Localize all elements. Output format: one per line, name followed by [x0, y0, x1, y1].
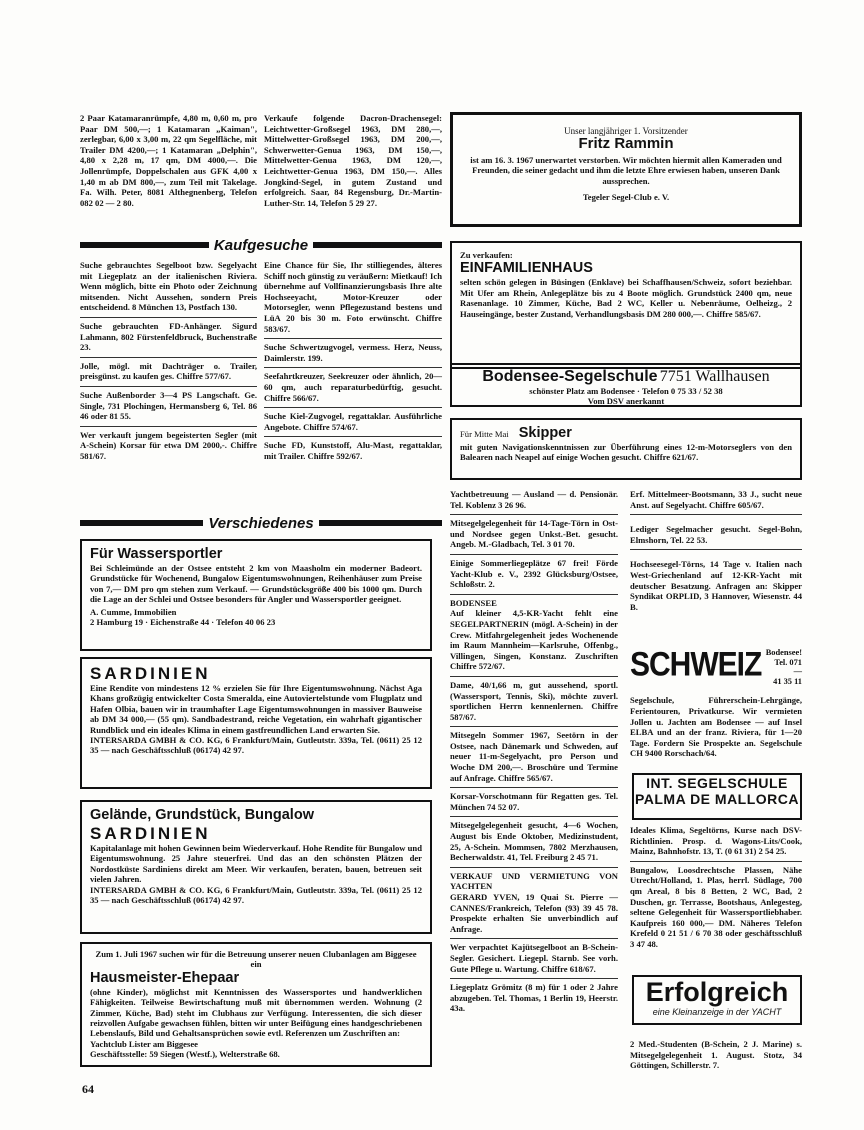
ad-text: Bei Schleimünde an der Ostsee entsteht 2 km von Maasholm ein moderner Badeort. Grundstücke für Wochenend, Bungalow Eigentumswohnungen, Reihenhäuser zum Preise von 7,— DM pro qm stehen zum Verkauf. — Grundstücksgröße 400 bis 1000 qm. Durch die Lage an der Schlei und Ostsee besonders für Angler und Wassersportler geeignet. — [90, 563, 422, 605]
classified-ad: Einige Sommerliegeplätze 67 frei! Förde Yacht-Klub e. V., 2392 Glücksburg/Ostsee, Schloßstr. 2. — [450, 555, 618, 595]
ad-headline: Skipper — [518, 425, 572, 441]
ad-text: Segelschule, Führerschein-Lehrgänge, Ferientouren, Privatkurse. Wir vermieten Jollen u. Jachten am Bodensee — auf Insel ELBA und an der franz. Riviera, für 1—20 Tage. Fordern Sie Prospekte an. Segelschule CH 9400 Rorschach/64. — [630, 695, 802, 759]
ad-headline: SARDINIEN — [90, 664, 211, 683]
classified-ad: Jolle, mögl. mit Dachträger o. Trailer, preisgünst. zu kaufen ges. Chiffre 577/67. — [80, 358, 257, 387]
ad-box-einfamilienhaus — [450, 241, 802, 369]
ad-box-skipper — [450, 418, 802, 480]
column-3 — [450, 486, 618, 1018]
classified-ad: Wer verpachtet Kajütsegelboot an B-Schein-Segler. Gesichert. Liegepl. Starnb. See vorh. Gute Pflege u. Wartung. Chiffre 618/67. — [450, 939, 618, 979]
obituary-name: Fritz Rammin — [578, 135, 674, 153]
ad-intro: Zu verkaufen: — [460, 250, 513, 260]
column-2-kaufgesuche — [264, 257, 442, 466]
ad-box-sardinien — [80, 657, 432, 789]
column-4-bottom — [630, 1036, 802, 1075]
ad-headline-2: PALMA DE MALLORCA — [634, 791, 800, 807]
classified-ad: Mitsegeln Sommer 1967, Seetörn in der Ostsee, nach Dänemark und Schweden, auf neuer 11-m-Segelyacht, pro Person und Woche DM 200,—. Broschüre und Termine auf Anfrage. Chiffre 565/67. — [450, 727, 618, 788]
ad-text: mit guten Navigationskenntnissen zur Überführung eines 12-m-Motorseglers von den Balearen nach Neapel auf einige Wochen gesucht. Chiffre 621/67. — [460, 442, 792, 463]
ad-box-erfolgreich — [632, 975, 802, 1025]
obituary-intro: Unser langjähriger 1. Vorsitzender — [564, 126, 688, 136]
ad-text: Eine Rendite von mindestens 12 % erzielen Sie für Ihre Eigentumswohnung. Nächst Aga Khans großzügig entwickelter Costa Smeralda, eine Autoviertelstunde vom Flugplatz und Hafen Olbia, bauen wir in traumhafter Lage Eigentumswohnungen in massiver Bauweise ab DM 34 000,— (55 qm). Sandbadestrand, reiche Vegetation, ein wahrhaft gigantischer Rundblick und ein ideales Klima in einem gastfreundlichen Land erwarten Sie. — [90, 683, 422, 735]
rubric-bar-right — [319, 520, 442, 526]
rubric-verschiedenes — [80, 514, 442, 532]
ad-box-wassersportler — [80, 539, 432, 651]
rubric-bar-left — [80, 242, 209, 248]
classified-ad: Eine Chance für Sie, Ihr stilliegendes, älteres Schiff noch günstig zu veräußern: Mietkauf! Ich übernehme auf Vollfinanzierungsbasis Ihre alte Hochseeyacht, Motor-Kreuzer oder Motorsegler, wenn Pflegezustand bestens und LüA 20 bis 30 m. Foto erwünscht. Chiffre 583/67. — [264, 257, 442, 339]
ad-text: Ideales Klima, Segeltörns, Kurse nach DSV-Richtlinien. Prosp. d. Wagons-Lits/Cook, Mainz, Bahnhofstr. 13, T. (0 61 31) 2 54 25. — [630, 822, 802, 862]
column-2-top — [264, 110, 442, 212]
classified-ad: Hochseesegel-Törns, 14 Tage v. Italien nach West-Griechenland auf 12-KR-Yacht mit deutscher Besatzung. Anfragen an: Skipper Syndikat ORPLID, 3 Hannover, Wiesenstr. 44 B. — [630, 559, 802, 612]
school-info: schönster Platz am Bodensee · Telefon 0 75 33 / 52 38 — [529, 386, 723, 396]
rubric-bar-left — [80, 520, 203, 526]
ad-contact: INTERSARDA GMBH & CO. KG, 6 Frankfurt/Main, Gutleutstr. 339a, Tel. (0611) 25 12 35 — nach Geschäftsschluß (06174) 42 97. — [90, 735, 422, 756]
ad-headline: Hausmeister-Ehepaar — [90, 969, 240, 986]
ad-text: (ohne Kinder), möglichst mit Kenntnissen des Wassersportes und handwerklichen Fähigkeiten. Teilweise Bewirtschaftung muß mit übernommen werden. Wohnung (2 Zimmer, Küche, Bad) steht im Clubhaus zur Verfügung. Interessenten, die sich dieser reizvollen Aufgabe gewachsen fühlen, bitten wir unter Beifügung eines handgeschriebenen Lebenslaufs, Bild und Gehaltsansprüchen sowie evtl. Referenzen um Zuschriften an: — [90, 986, 422, 1039]
classified-ad: VERKAUF UND VERMIETUNG VON YACHTEN GERARD YVEN, 19 Quai St. Pierre — CANNES/Frankreich, Telefon (93) 39 45 78. Prospekte erhalten Sie unverbindlich auf Anfrage. — [450, 868, 618, 940]
ad-contact: INTERSARDA GMBH & CO. KG, 6 Frankfurt/Main, Gutleutstr. 339a, Tel. (0611) 25 12 35 — nach Geschäftsschluß (06174) 42 97. — [90, 884, 422, 906]
ad-text: selten schön gelegen in Büsingen (Enklave) bei Schaffhausen/Schweiz, sofort beziehbar. Mit Ufer am Rhein, Anlegeplätze bis zu 4 Boote möglich. Grundstück 2400 qm, neue Rasenanlage. 10 Zimmer, Küche, Bad 2 WC, Keller u. Nebenräume, Oelheizg., 2 Hauseingänge, bester Zustand, Verhandlungsbasis DM 280 000,—. Chiffre 585/67. — [460, 277, 792, 319]
ad-text: Kapitalanlage mit hohen Gewinnen beim Wiederverkauf. Hohe Rendite für Bungalow und Eigentumswohnung. 25 Jahre steuerfrei. Und das an den schönsten Plätzen der Nordostküste Sardiniens direkt am Meer. Wir verkaufen, beraten, bauen, betreuen seit vielen Jahren. — [90, 843, 422, 885]
classified-ad: Dame, 40/1,66 m, gut aussehend, sportl. (Wassersport, Tennis, Ski), möchte zuverl. sportlichen Herrn kennenlernen. Chiffre 587/67. — [450, 677, 618, 727]
classified-ad: Suche Kiel-Zugvogel, regattaklar. Ausführliche Angebote. Chiffre 574/67. — [264, 408, 442, 437]
classified-ad: Mitsegelgelegenheit gesucht, 4—6 Wochen, August bis Ende Oktober, Medizinstudent, 25, A-Schein. Mommsen, 7802 Merzhausen, Becherwaldstr. 41, Tel. Freiburg 2 45 71. — [450, 817, 618, 867]
ad-box-hausmeister — [80, 942, 432, 1067]
ad-palma-body — [630, 822, 802, 954]
ad-subline: eine Kleinanzeige in der YACHT — [652, 1007, 782, 1017]
rubric-kaufgesuche — [80, 236, 442, 254]
ad-intro: Für Mitte Mai — [460, 429, 509, 439]
obituary-box — [450, 112, 802, 227]
classified-ad: Suche gebrauchten FD-Anhänger. Sigurd Lahmann, 802 Fürstenfeldbruck, Buchenstraße 23. — [80, 318, 257, 358]
school-name: Bodensee-Segelschule — [482, 368, 658, 385]
classified-ad: Suche gebrauchtes Segelboot bzw. Segelyacht mit Liegeplatz an der italienischen Riviera. Wenn möglich, bitte ein Photo oder Zeichnung mitsenden. Nicht Aussehen, sondern Preis entscheidend. 8 München 13, Postfach 130. — [80, 257, 257, 318]
classified-ad: Suche Schwertzugvogel, vermess. Herz, Neuss, Daimlerstr. 199. — [264, 339, 442, 368]
rubric-bar-right — [313, 242, 442, 248]
column-1-top — [80, 110, 257, 212]
ad-firm: A. Cumme, Immobilien — [90, 606, 177, 617]
classified-ad: Wer verkauft jungem begeisterten Segler (mit A-Schein) Korsar für etwa DM 2000,-. Chiffre 581/67. — [80, 429, 257, 461]
classified-ad-katamaran: 2 Paar Katamaranrümpfe, 4,80 m, 0,60 m, pro Paar DM 500,—; 1 Katamaran „Kaiman", zerlegbar, 6,00 x 3,00 m, 22 qm Segelfläche, mit Trailer DM 4200,—; 1 Katamaran „Delphin", 4,80 x 2,28 m, 17 qm, DM 4000,—. Die Jollenrümpfe, Doppelschalen aus GFK 4,00 x 1,40 m ab DM 800,—, zum Teil mit Takelage. Fa. Wilh. Peter, 8081 Althegnenberg, Telefon 082 02 — 2 80. — [80, 113, 257, 208]
column-4 — [630, 486, 802, 616]
school-city: 7751 Wallhausen — [659, 368, 770, 385]
classified-ad: Korsar-Vorschotmann für Regatten ges. Tel. München 74 52 07. — [450, 788, 618, 817]
ad-headline-2: SARDINIEN — [90, 824, 211, 843]
classified-ad: Mitsegelgelegenheit für 14-Tage-Törn in Ost- und Nordsee gegen Unkst.-Bet. gesucht. Angeb. M.-Gladbach, Tel. 3 01 70. — [450, 515, 618, 555]
classified-ad: Suche Außenborder 3—4 PS Langschaft. Ge. Single, 731 Plochingen, Hermansberg 6, Tel. 86 46 oder 81 55. — [80, 387, 257, 427]
ad-headline-row — [630, 645, 802, 686]
ad-club: Yachtclub Lister am Biggesee — [90, 1038, 198, 1049]
classified-ad: BODENSEE Auf kleiner 4,5-KR-Yacht fehlt eine SEGELPARTNERIN (mögl. A-Schein) in der Crew. Mitfahrgelegenheit jedes Wochenende im Raum Mannheim—Karlsruhe, Offenbg., Villingen, Singen, Konstanz. Zuschriften Chiffre 572/67. — [450, 595, 618, 677]
ad-headline-row — [460, 425, 792, 442]
classified-ad: Yachtbetreuung — Ausland — d. Pensionär. Tel. Koblenz 3 26 96. — [450, 486, 618, 515]
ad-headline: SCHWEIZ — [630, 645, 762, 684]
classified-ad: Suche FD, Kunststoff, Alu-Mast, regattaklar, mit Trailer. Chiffre 592/67. — [264, 440, 442, 461]
classified-ad: Lediger Segelmacher gesucht. Segel-Bohn, Elmshorn, Tel. 22 53. — [630, 521, 802, 550]
ad-side-info: Bodensee! Tel. 071 — 41 35 11 — [765, 648, 802, 686]
classified-ad-drachensegel: Verkaufe folgende Dacron-Drachensegel: Leichtwetter-Großsegel 1963, DM 280,—, Mittelwetter-Großsegel 1963, DM 200,—, Schwerwetter-Genua 1963, DM 150,—, Mittelwetter-Genua 1963, DM 120,—, Leichtwetter-Genua 1963, DM 150,—. Alles Jongkind-Segel, in gutem Zustand und erfolgreich. Saar, 84 Regensburg, Dr.-Martin-Luther-Str. 14, Telefon 5 29 27. — [264, 113, 442, 208]
ad-box-palma — [632, 773, 802, 820]
column-1-kaufgesuche — [80, 257, 257, 466]
ad-box-gelaende — [80, 800, 432, 934]
rubric-title: Verschiedenes — [208, 514, 314, 532]
ad-schweiz — [630, 645, 802, 763]
ad-headline: EINFAMILIENHAUS — [460, 260, 593, 277]
ad-intro: Zum 1. Juli 1967 suchen wir für die Betreuung unserer neuen Clubanlagen am Biggesee ein — [95, 949, 417, 970]
ad-headline: INT. SEGELSCHULE — [646, 775, 788, 791]
ad-headline-row — [460, 368, 792, 386]
ad-headline: Gelände, Grundstück, Bungalow — [90, 807, 314, 823]
ad-address: 2 Hamburg 19 · Eichenstraße 44 · Telefon 40 06 23 — [90, 617, 276, 628]
ad-office: Geschäftsstelle: 59 Siegen (Westf.), Welterstraße 68. — [90, 1049, 280, 1060]
school-tag: Vom DSV anerkannt — [587, 396, 665, 407]
obituary-text: ist am 16. 3. 1967 unerwartet verstorben. Wir möchten hiermit allen Kameraden und Freunden, die seiner gedacht und ihm die letzte Ehre erwiesen haben, unseren Dank aussprechen. — [470, 154, 782, 186]
classified-ad: Erf. Mittelmeer-Bootsmann, 33 J., sucht neue Anst. auf Segelyacht. Chiffre 605/67. — [630, 486, 802, 515]
page-number: 64 — [82, 1082, 94, 1096]
ad-headline: Für Wassersportler — [90, 546, 223, 562]
classified-ad: Liegeplatz Grömitz (8 m) für 1 oder 2 Jahre abzugeben. Tel. Thomas, 1 Berlin 19, Heerstr. 43a. — [450, 982, 618, 1014]
ad-box-bodensee-segelschule — [450, 363, 802, 407]
classified-ad: 2 Med.-Studenten (B-Schein, 2 J. Marine) s. Mitsegelgelegenheit 1. August. Stotz, 34 Göttingen, Schillerstr. 7. — [630, 1039, 802, 1071]
obituary-signature: Tegeler Segel-Club e. V. — [582, 192, 670, 203]
classified-ad-bungalow: Bungalow, Loosdrechtsche Plassen, Nähe Utrecht/Holland, 1. Plas, herrl. Südlage, 700 qm Areal, 8 bis 8 Betten, 2 WC, Bad, 2 Duschen, gr. Terrasse, Bootshaus, Anlegesteg, seltene Gelegenheit für Wassersportliebhaber. Kaufpreis 160 000,— DM. Näheres Telefon Krefeld 0 21 51 / 6 70 38 oder geschäftsschluß 3 47 48. — [630, 864, 802, 949]
ad-headline: Erfolgreich — [645, 977, 789, 1007]
classified-ad: Seefahrtkreuzer, Seekreuzer oder ähnlich, 20—60 qm, auch reparaturbedürftig, gesucht. Chiffre 566/67. — [264, 368, 442, 408]
rubric-title: Kaufgesuche — [213, 236, 309, 254]
